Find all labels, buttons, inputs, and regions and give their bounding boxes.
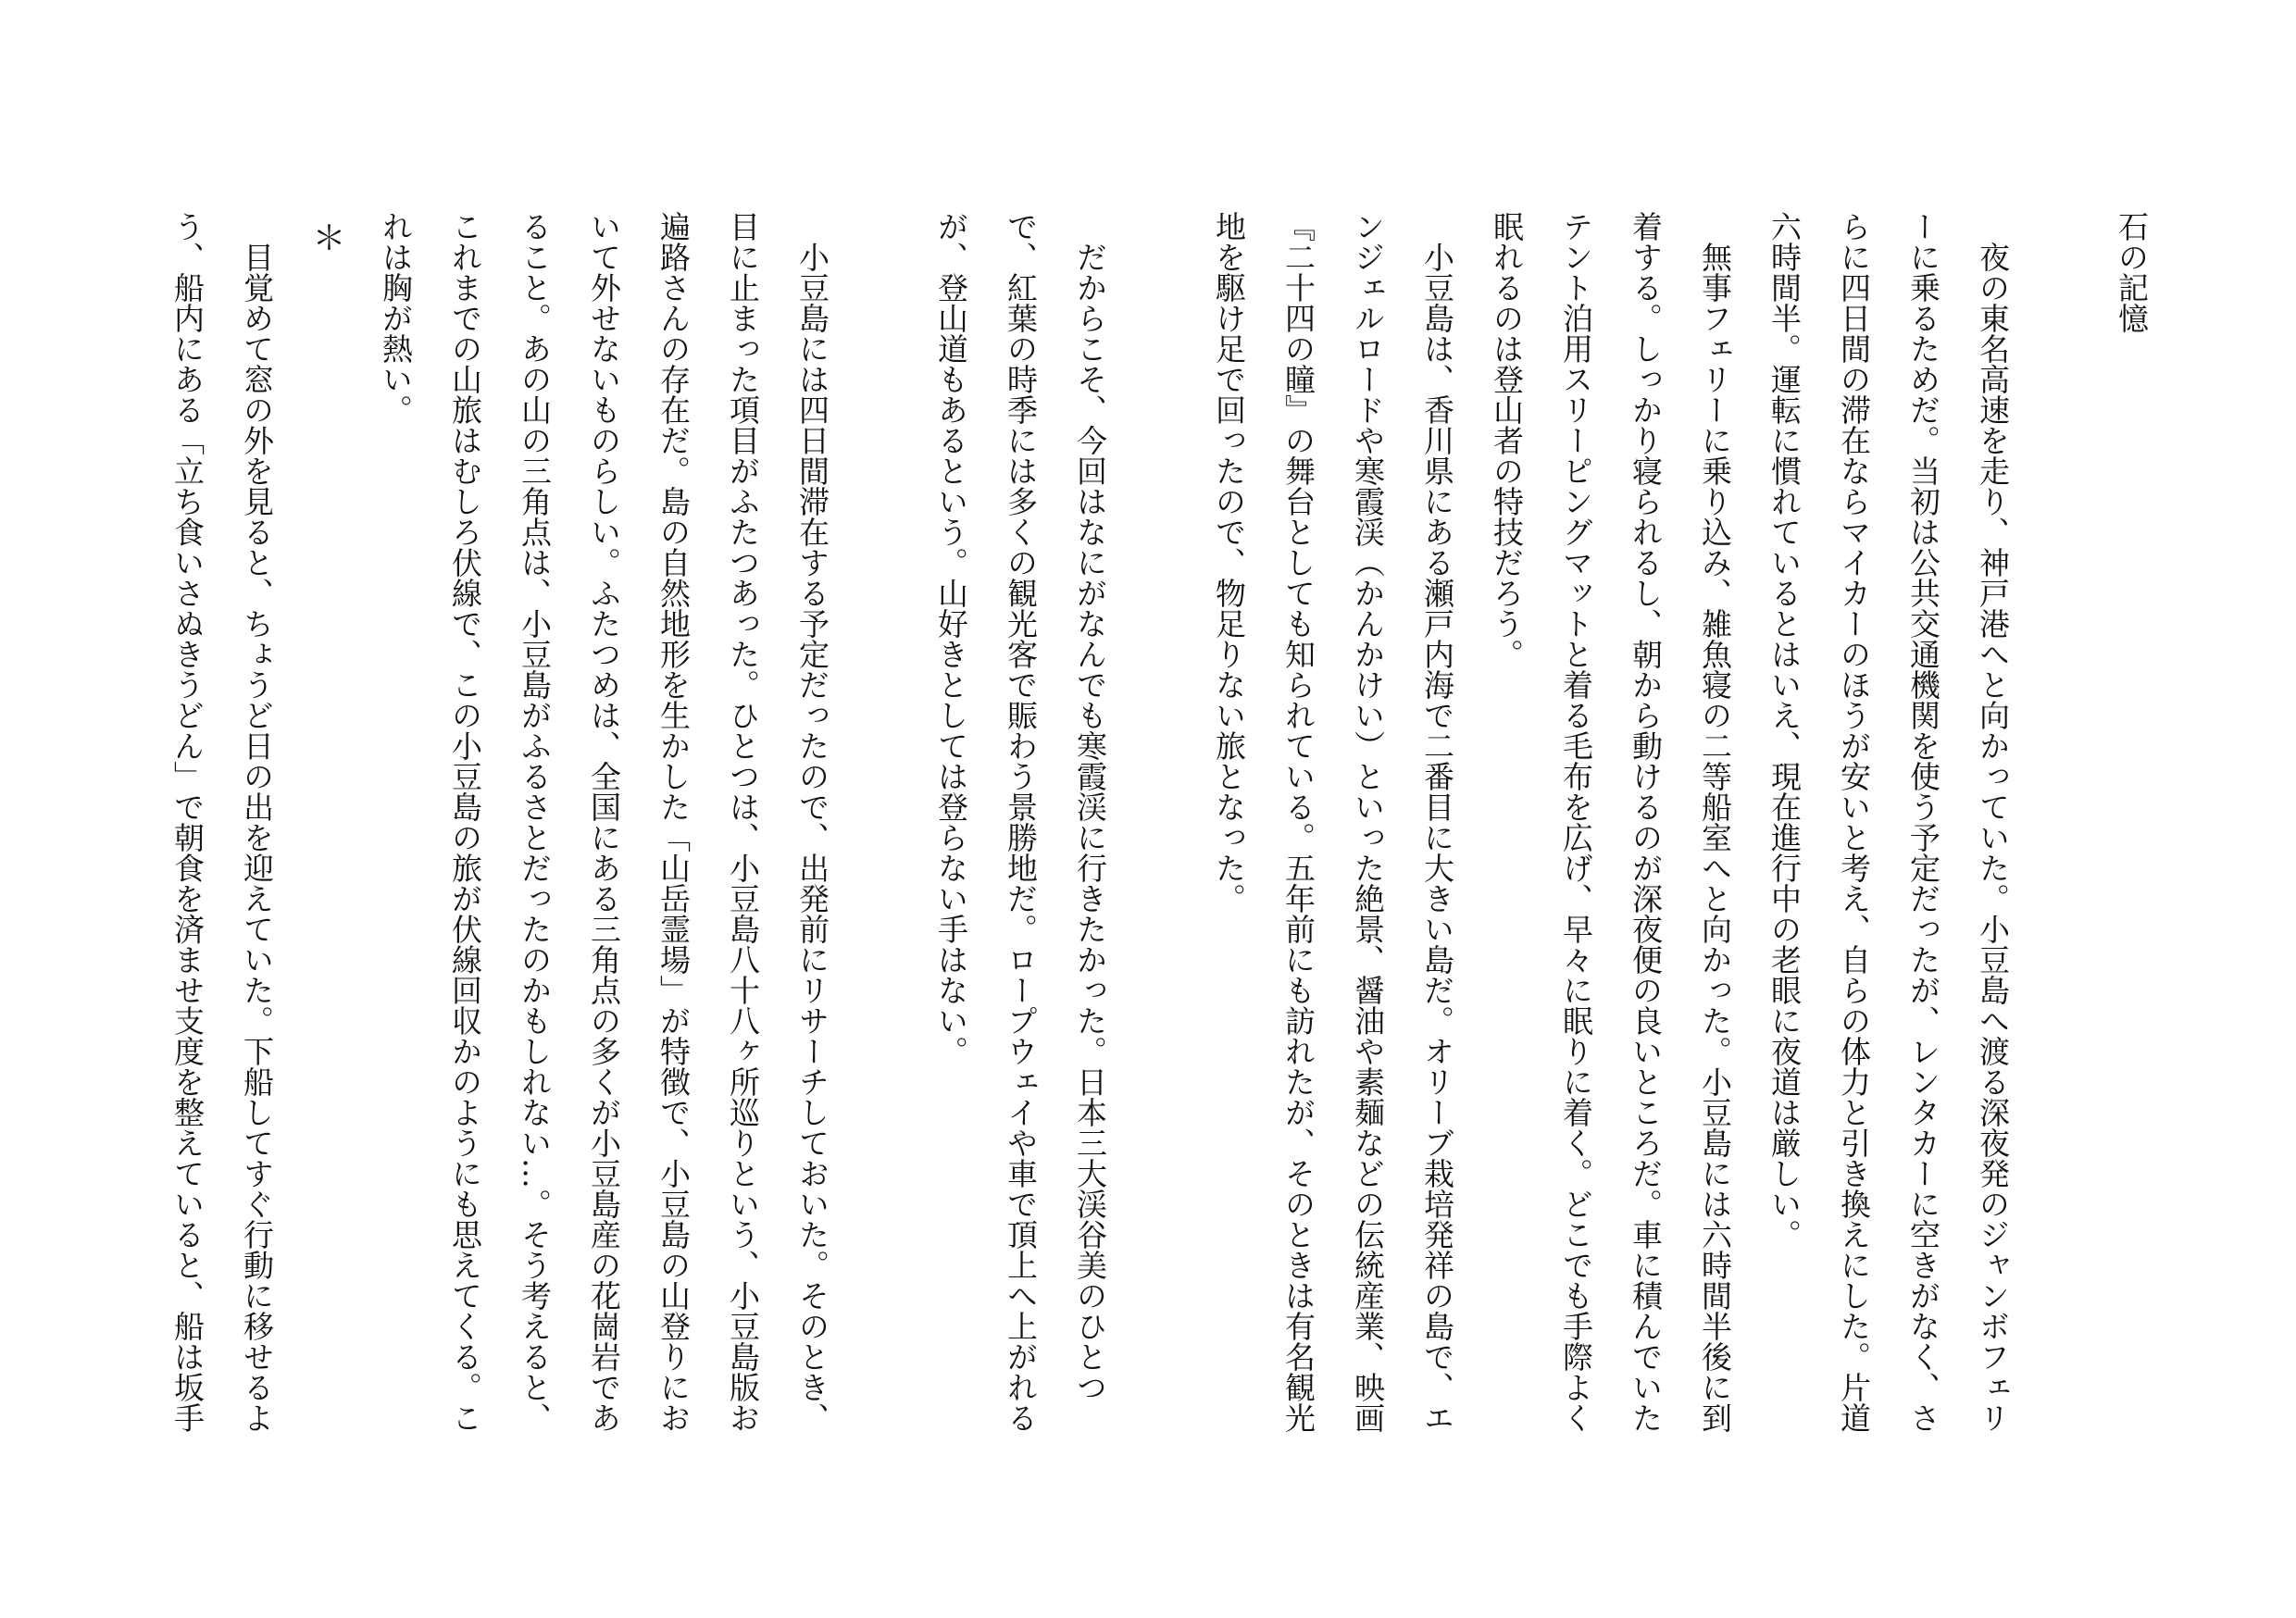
section-separator: ＊ — [307, 220, 345, 254]
page-title: 石の記憶 — [2114, 211, 2150, 333]
vertical-text-body — [93, 211, 2166, 1451]
paragraph-2: 無事フェリーに乗り込み、雑魚寝の二等船室へと向かった。小豆島には六時間半後に到着する。しっかり寝られるし、朝から動けるのが深夜便の良いところだ。車に積んでいたテント泊用スリーピングマットと着る毛布を広げ、早々に眠りに着く。どこでも手際よく眠れるのは登山者の特技だろう。 — [1489, 211, 1733, 1433]
paragraph-4: だからこそ、今回はなにがなんでも寒霞渓に行きたかった。日本三大渓谷美のひとつで、紅葉の時季には多くの観光客で賑わう景勝地だ。ロープウェイや車で頂上へ上がれるが、登山道もあるという。山好きとしては登らない手はない。 — [933, 211, 1108, 1433]
paragraph-5: 小豆島には四日間滞在する予定だったので、出発前にリサーチしておいた。そのとき、目に止まった項目がふたつあった。ひとつは、小豆島八十八ヶ所巡りという、小豆島版お遍路さんの存在だ。島の自然地形を生かした「山岳霊場」が特徴で、小豆島の山登りにおいて外せないものらしい。ふたつめは、全国にある三角点の多くが小豆島産の花崗岩であること。あの山の三角点は、小豆島がふるさとだったのかもしれない…。そう考えると、これまでの山旅はむしろ伏線で、この小豆島の旅が伏線回収かのようにも思えてくる。これは胸が熱い。 — [378, 211, 830, 1433]
paragraph-3: 小豆島は、香川県にある瀬戸内海で二番目に大きい島だ。オリーブ栽培発祥の島で、エンジェルロードや寒霞渓（かんかけい）といった絶景、醤油や素麺などの伝統産業、映画『二十四の瞳』の舞台としても知られている。五年前にも訪れたが、そのときは有名観光地を駆け足で回ったので、物足りない旅となった。 — [1211, 211, 1455, 1433]
paragraph-1: 夜の東名高速を走り、神戸港へと向かっていた。小豆島へ渡る深夜発のジャンボフェリーに乗るためだ。当初は公共交通機関を使う予定だったが、レンタカーに空きがなく、さらに四日間の滞在ならマイカーのほうが安いと考え、自らの体力と引き換えにした。片道六時間半。運転に慣れているとはいえ、現在進行中の老眼に夜道は厳しい。 — [1766, 211, 2011, 1433]
paragraph-6: 目覚めて窓の外を見ると、ちょうど日の出を迎えていた。下船してすぐ行動に移せるよう、船内にある「立ち食いさぬきうどん」で朝食を済ませ支度を整えていると、船は坂手 — [169, 211, 275, 1433]
